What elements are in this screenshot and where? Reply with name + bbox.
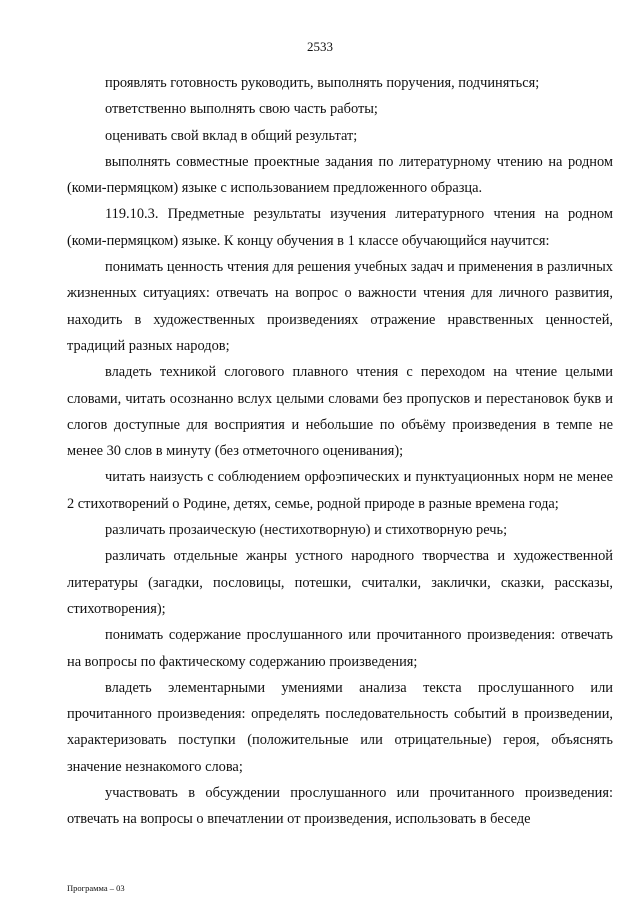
paragraph: 119.10.3. Предметные результаты изучения литературного чтения на родном (коми-пермяцком) языке. К концу обучения в 1 классе обучающийся научится: xyxy=(67,206,613,249)
paragraph: понимать ценность чтения для решения учебных задач и применения в различных жизненных ситуациях: отвечать на вопрос о важности чтения для личного развития, находить в художественных произведениях отражение нравственных ценностей, традиций разных народов; xyxy=(67,259,613,354)
page-number: 2533 xyxy=(307,39,333,54)
paragraph: выполнять совместные проектные задания по литературному чтению на родном (коми-пермяцком) языке с использованием предложенного образца. xyxy=(67,153,613,197)
paragraph: различать прозаическую (нестихотворную) и стихотворную речь; xyxy=(105,522,508,539)
paragraph: читать наизусть с соблюдением орфоэпических и пунктуационных норм не менее 2 стихотворений о Родине, детях, семье, родной природе в разные времена года; xyxy=(67,469,613,512)
paragraph: владеть техникой слогового плавного чтения с переходом на чтение целыми словами, читать осознанно вслух целыми словами без пропусков и перестановок букв и слогов доступные для восприятия и небольшие по объёму произведения в темпе не менее 30 слов в минуту (без отметочного оценивания); xyxy=(67,364,613,460)
paragraph: оценивать свой вклад в общий результат; xyxy=(105,127,358,144)
paragraph: различать отдельные жанры устного народного творчества и художественной литературы (загадки, пословицы, потешки, считалки, заклички, сказки, рассказы, стихотворения); xyxy=(67,548,613,617)
paragraph: проявлять готовность руководить, выполнять поручения, подчиняться; xyxy=(105,75,540,91)
paragraph: участвовать в обсуждении прослушанного или прочитанного произведения: отвечать на вопросы о впечатлении от произведения, использовать в беседе xyxy=(67,785,613,828)
paragraph: владеть элементарными умениями анализа текста прослушанного или прочитанного произведения: определять последовательность событий в произведении, характеризовать поступки (положительные или отрицательные) героя, объяснять значение незнакомого слова; xyxy=(67,679,613,775)
document-body xyxy=(67,70,613,833)
footer: Программа – 03 xyxy=(67,883,125,893)
paragraph: понимать содержание прослушанного или прочитанного произведения: отвечать на вопросы по фактическому содержанию произведения; xyxy=(67,627,613,670)
paragraph: ответственно выполнять свою часть работы; xyxy=(105,101,378,118)
